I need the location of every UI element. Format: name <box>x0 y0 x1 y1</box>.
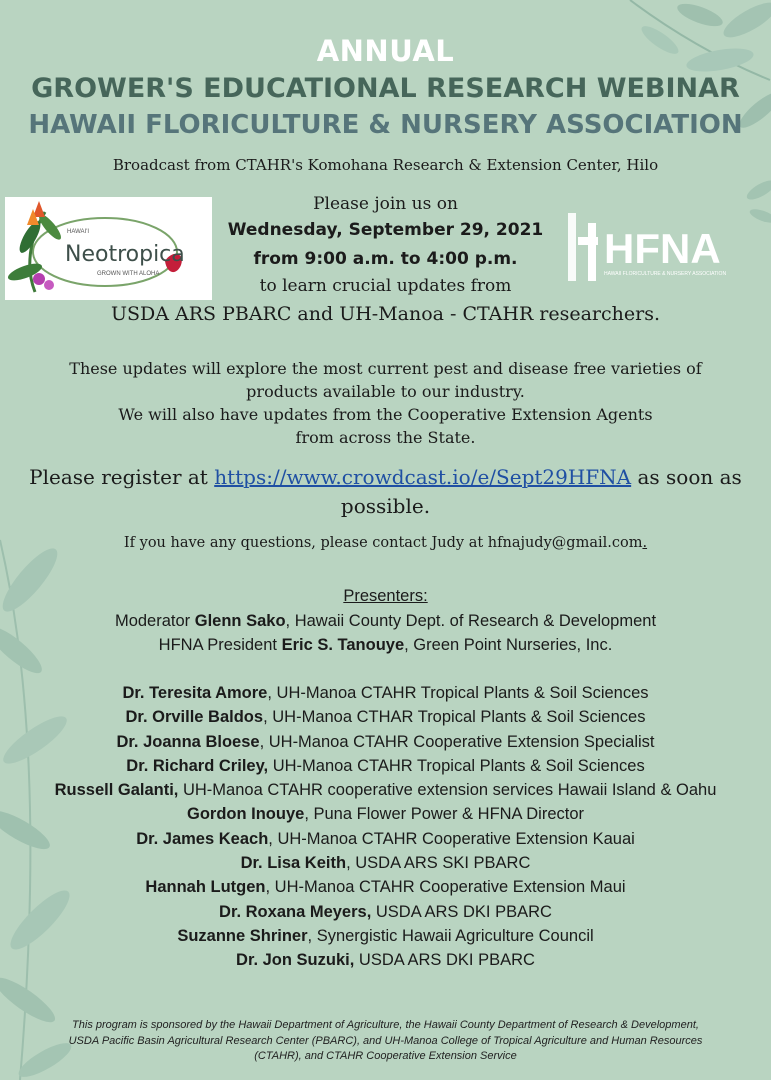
annual-heading: ANNUAL <box>316 34 455 68</box>
footer-line: This program is sponsored by the Hawaii Department of Agriculture, the Hawaii County Department of Research & Development, <box>72 1019 699 1031</box>
moderator-line: Moderator Glenn Sako, Hawaii County Dept. of Research & Development <box>114 611 657 630</box>
presenter-affiliation: , UH-Manoa CTAHR Cooperative Extension Kauai <box>268 829 635 848</box>
presenter-affiliation: , UH-Manoa CTAHR Cooperative Extension Specialist <box>259 732 655 751</box>
contact-end: . <box>642 535 648 551</box>
updates-line: We will also have updates from the Cooperative Extension Agents <box>118 405 653 424</box>
updates-paragraph <box>0 357 771 449</box>
presenters-heading: Presenters: <box>343 587 428 605</box>
presenter-row <box>0 875 771 899</box>
neotropica-tagline: GROWN WITH ALOHA <box>97 271 160 277</box>
neotropica-small-text: HAWAI'I <box>67 229 90 235</box>
footer-line: USDA Pacific Basin Agricultural Research Center (PBARC), and UH-Manoa College of Tropical Agriculture and Human Resources <box>68 1034 703 1047</box>
president-name: Eric S. Tanouye <box>281 636 405 654</box>
presenter-row <box>0 681 771 705</box>
learn-line: to learn crucial updates from <box>259 276 512 296</box>
presenter-row <box>0 900 771 924</box>
presenter-row <box>0 948 771 972</box>
presenter-row <box>0 705 771 729</box>
presenter-row <box>0 778 771 802</box>
presenter-list <box>0 681 771 973</box>
association-title: HAWAII FLORICULTURE & NURSERY ASSOCIATION <box>28 110 743 140</box>
president-line: HFNA President Eric S. Tanouye, Green Point Nurseries, Inc. <box>158 636 613 654</box>
presenter-affiliation: , Synergistic Hawaii Agriculture Council <box>307 926 594 945</box>
event-date: Wednesday, September 29, 2021 <box>227 220 544 240</box>
presenter-row <box>0 730 771 754</box>
presenter-name: Dr. Richard Criley, <box>126 756 269 775</box>
contact-line <box>0 535 771 551</box>
presenter-affiliation: USDA ARS DKI PBARC <box>354 951 535 970</box>
sponsor-footer <box>0 1018 771 1065</box>
presenter-row <box>0 827 771 851</box>
presenter-name: Dr. Lisa Keith <box>240 854 347 873</box>
register-suffix: as soon as <box>631 465 742 489</box>
presenter-name: Hannah Lutgen <box>145 878 266 897</box>
presenter-affiliation: UH-Manoa CTAHR cooperative extension services Hawaii Island & Oahu <box>178 781 717 800</box>
contact-text: If you have any questions, please contact Judy at hfnajudy@gmail.com <box>123 535 643 551</box>
presenter-row <box>0 924 771 948</box>
presenter-affiliation: UH-Manoa CTAHR Tropical Plants & Soil Sciences <box>268 756 645 775</box>
presenter-affiliation: , UH-Manoa CTAHR Cooperative Extension Maui <box>265 878 626 897</box>
event-time: from 9:00 a.m. to 4:00 p.m. <box>253 249 518 269</box>
researchers-line: USDA ARS PBARC and UH-Manoa - CTAHR researchers. <box>110 303 661 325</box>
presenter-name: Dr. James Keach <box>136 829 269 848</box>
register-link[interactable]: https://www.crowdcast.io/e/Sept29HFNA <box>214 465 632 489</box>
presenter-name: Dr. Orville Baldos <box>125 708 264 727</box>
moderator-name: Glenn Sako <box>194 611 286 630</box>
register-paragraph <box>0 463 771 521</box>
updates-line: These updates will explore the most current pest and disease free varieties of <box>69 359 702 378</box>
presenter-row <box>0 754 771 778</box>
hfna-subtitle: HAWAII FLORICULTURE & NURSERY ASSOCIATION <box>604 271 727 277</box>
presenter-affiliation: USDA ARS DKI PBARC <box>371 902 552 921</box>
updates-line: products available to our industry. <box>246 382 525 401</box>
webinar-title: GROWER'S EDUCATIONAL RESEARCH WEBINAR <box>31 73 740 104</box>
presenter-name: Russell Galanti, <box>54 781 179 800</box>
join-line: Please join us on <box>313 194 458 214</box>
hfna-wordmark: HFNA <box>604 225 721 272</box>
presenter-name: Dr. Teresita Amore <box>122 684 268 702</box>
neotropica-wordmark: Neotropica <box>65 242 185 267</box>
updates-line: from across the State. <box>295 428 476 447</box>
register-prefix: Please register at <box>29 465 215 489</box>
presenter-name: Dr. Roxana Meyers, <box>219 902 372 921</box>
footer-line: (CTAHR), and CTAHR Cooperative Extension Service <box>254 1050 517 1062</box>
presenter-name: Dr. Joanna Bloese <box>116 732 260 751</box>
presenter-name: Gordon Inouye <box>186 805 305 824</box>
presenter-name: Dr. Jon Suzuki, <box>236 951 355 970</box>
register-line2: possible. <box>340 494 431 518</box>
presenter-affiliation: , UH-Manoa CTHAR Tropical Plants & Soil Sciences <box>263 708 646 727</box>
presenter-row <box>0 851 771 875</box>
presenters-section <box>0 584 771 658</box>
broadcast-line: Broadcast from CTAHR's Komohana Research & Extension Center, Hilo <box>112 156 659 174</box>
presenter-name: Suzanne Shriner <box>177 926 308 945</box>
presenter-affiliation: , Puna Flower Power & HFNA Director <box>304 805 584 824</box>
presenter-affiliation: , USDA ARS SKI PBARC <box>346 854 531 873</box>
presenter-row <box>0 802 771 826</box>
presenter-affiliation: , UH-Manoa CTAHR Tropical Plants & Soil Sciences <box>267 684 649 702</box>
